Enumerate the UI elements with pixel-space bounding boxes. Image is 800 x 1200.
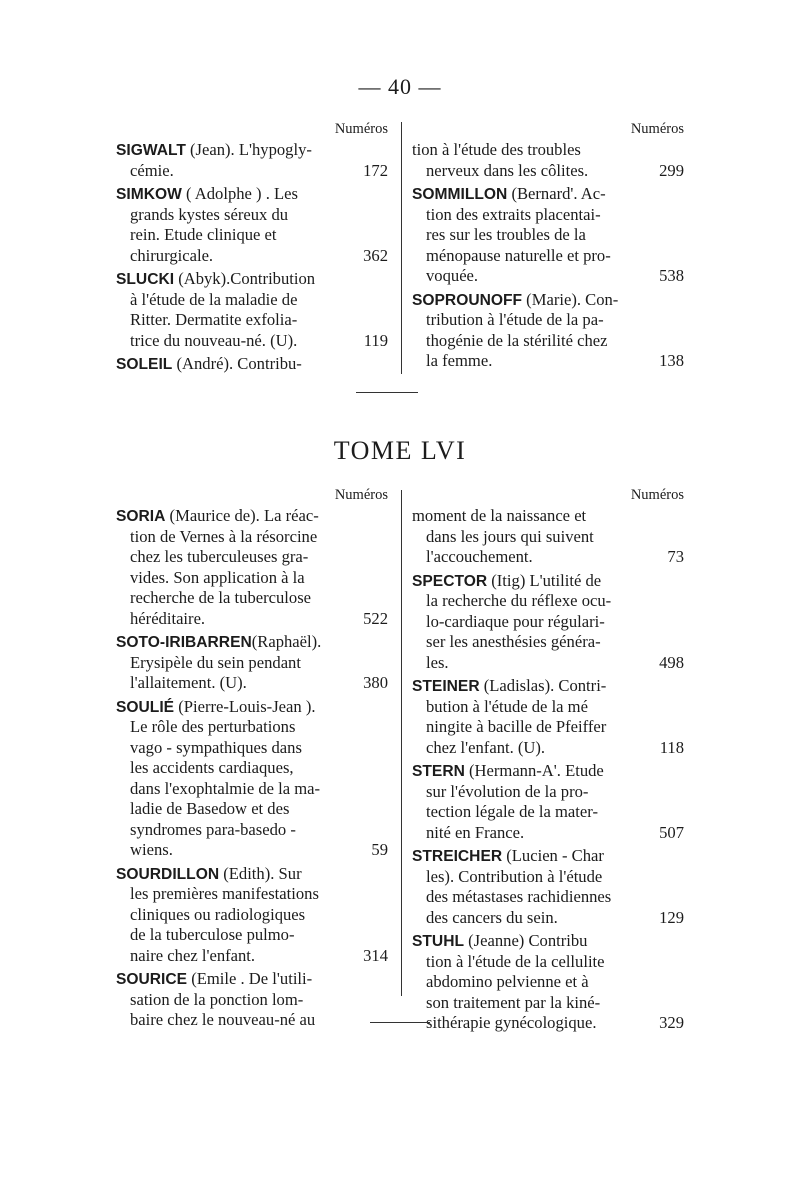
entry-line [116,609,388,630]
entry-text: (Marie). Con- [522,289,619,309]
entry-text: moment de la naissance et [412,506,587,525]
entry-line [412,653,684,674]
entry-text: (Lucien - Char [502,846,604,865]
entry-line [412,205,684,226]
entry-line [412,717,684,738]
index-entry [116,632,388,694]
entry-text: res sur les troubles de la [426,225,586,244]
entry-line [116,184,388,205]
entry-line [412,952,684,973]
entry-number: 73 [667,547,684,566]
entry-line [116,820,388,841]
index-entry [412,140,684,181]
entry-line [412,908,684,929]
entry-text: chez l'enfant. (U). [426,737,546,757]
entry-text: tion à l'étude des troubles [412,140,581,159]
entry-line [412,738,684,759]
entry-line [412,571,684,592]
entry-text: voquée. [426,266,479,285]
index-entry [116,506,388,629]
entry-line [412,782,684,803]
entry-line [116,925,388,946]
entry-line [116,205,388,226]
entry-text: l'allaitement. (U). [130,673,247,692]
entry-text: les accidents cardiaques, [130,758,294,777]
entry-line [412,246,684,267]
entry-line [116,779,388,800]
index-entry [412,846,684,928]
entry-text: à l'étude de la maladie de [130,289,298,309]
entry-text: des métastases rachidiennes [426,887,612,906]
author-surname: SOPROUNOFF [412,291,523,309]
entry-line [412,697,684,718]
index-entry [116,864,388,967]
entry-text: (Raphaël). [251,632,322,651]
index-entry [412,290,684,372]
entry-line [412,802,684,823]
entry-line [412,612,684,633]
entry-line [116,527,388,548]
entry-line [412,867,684,888]
entry-text: l'accouchement. [426,547,533,566]
entry-line [412,823,684,844]
entry-text: nité en France. [426,822,525,842]
index-entry [412,761,684,843]
entry-text: tion des extraits placentai- [426,204,601,224]
entry-text: ser les anesthésies généra- [426,632,601,651]
column-divider-bottom [401,490,402,996]
entry-text: sur l'évolution de la pro- [426,781,589,801]
entry-line [116,673,388,694]
index-entry [412,571,684,674]
index-entry [412,506,684,568]
entry-text: (Jean). L'hypogly- [185,140,312,159]
entry-line [116,225,388,246]
entry-text: (Hermann-A'. Etude [464,761,604,780]
entry-text: abdomino pelvienne et à [426,972,589,991]
column-header-numeros: Numéros [334,121,388,137]
entry-text: (Jeanne) Contribu [463,931,588,950]
index-column-bottom-left [116,484,388,1034]
author-surname: STUHL [412,933,464,950]
entry-text: chirurgicale. [130,245,214,265]
entry-number: 522 [363,608,388,628]
entry-line [116,568,388,589]
entry-number: 507 [659,822,684,842]
section-title: TOME LVI [333,436,467,465]
index-entry [116,969,388,1031]
index-entry [116,354,388,375]
author-surname: SLUCKI [116,271,175,288]
entry-text: (Emile . De l'utili- [187,969,313,988]
entry-line [116,697,388,718]
author-surname: STREICHER [412,848,503,865]
entry-text: tribution à l'étude de la pa- [426,310,604,329]
entry-text: (Abyk).Contribution [174,269,316,288]
entry-text: des cancers du sein. [426,907,558,927]
index-entry [412,931,684,1034]
entry-text: les). Contribution à l'étude [426,866,603,886]
entry-line [116,758,388,779]
entry-number: 538 [659,266,684,285]
entry-line [116,632,388,653]
entry-line [116,864,388,885]
entry-text: tection légale de la mater- [426,802,598,821]
entry-line [412,887,684,908]
author-surname: SOLEIL [116,356,173,373]
entry-text: héréditaire. [130,608,206,628]
entry-text: de la tuberculose pulmo- [130,925,295,944]
entry-line [116,717,388,738]
entry-line [116,946,388,967]
entry-line [116,905,388,926]
entry-number: 138 [659,351,684,370]
entry-line [116,1010,388,1031]
page-number: — 40 — [358,74,442,99]
entry-text: les. [426,652,449,672]
section-rule-top [356,392,418,393]
author-surname: SORIA [116,508,166,525]
entry-line [116,269,388,290]
author-surname: SOTO-IRIBARREN [116,634,252,651]
entry-line [412,161,684,182]
entry-text: dans l'exophtalmie de la ma- [130,778,321,798]
entry-line [116,840,388,861]
entry-text: (André). Contribu- [172,354,302,373]
entry-text: tion de Vernes à la résorcine [130,526,318,546]
entry-text: ladie de Basedow et des [130,799,290,818]
entry-line [412,931,684,952]
entry-line [412,527,684,548]
entry-line [116,738,388,759]
entry-line [412,547,684,568]
entry-text: sithérapie gynécologique. [426,1013,597,1032]
entry-line [412,632,684,653]
index-column-top-right [412,118,684,375]
entry-line [412,184,684,205]
entry-text: dans les jours qui suivent [426,526,594,546]
entry-line [412,846,684,867]
entry-line [412,331,684,352]
entry-text: (Ladislas). Contri- [479,676,607,695]
entry-line [412,140,684,161]
entry-text: (Pierre-Louis-Jean ). [174,696,316,716]
entry-text: ménopause naturelle et pro- [426,245,611,265]
index-entry [116,140,388,181]
entry-text: les premières manifestations [130,884,319,903]
author-surname: SPECTOR [412,572,488,590]
entry-text: trice du nouveau-né. (U). [130,330,298,350]
entry-text: (Edith). Sur [219,863,302,883]
entry-text: ( Adolphe ) . Les [181,184,298,203]
entry-number: 129 [659,907,684,927]
entry-line [412,506,684,527]
entry-number: 119 [363,330,388,350]
entry-line [116,161,388,182]
entry-line [116,354,388,375]
entry-line [412,310,684,331]
index-entry [412,676,684,758]
author-surname: SOURICE [116,971,188,988]
entry-text: son traitement par la kiné- [426,992,601,1012]
column-header-numeros: Numéros [630,121,684,137]
entry-text: naire chez l'enfant. [130,945,256,965]
entry-number: 329 [659,1013,684,1032]
author-surname: SOMMILLON [412,186,508,203]
entry-text: vides. Son application à la [130,567,305,587]
index-column-bottom-right [412,484,684,1037]
entry-text: (Bernard'. Ac- [507,184,606,203]
entry-line [116,990,388,1011]
author-surname: SOURDILLON [116,865,220,883]
index-entry [412,184,684,287]
column-header-numeros: Numéros [630,487,684,503]
index-column-top-left [116,118,388,378]
entry-text: bution à l'étude de la mé [426,696,588,716]
entry-line [116,799,388,820]
entry-line [412,225,684,246]
entry-number: 498 [659,652,684,672]
entry-number: 299 [659,160,684,180]
entry-text: (Maurice de). La réac- [165,506,319,525]
author-surname: STERN [412,763,465,780]
entry-line [116,140,388,161]
entry-text: (Itig) L'utilité de [487,570,602,590]
entry-text: chez les tuberculeuses gra- [130,547,309,566]
entry-line [412,676,684,697]
index-entry [116,184,388,266]
entry-line [412,993,684,1014]
entry-text: la recherche du réflexe ocu- [426,591,612,610]
entry-text: wiens. [130,840,173,859]
entry-line [116,547,388,568]
entry-text: Erysipèle du sein pendant [130,652,301,672]
entry-line [116,969,388,990]
entry-text: nerveux dans les côlites. [426,160,589,180]
entry-line [116,653,388,674]
entry-text: Ritter. Dermatite exfolia- [130,310,298,329]
index-entry [116,697,388,861]
entry-line [412,266,684,287]
entry-text: sation de la ponction lom- [130,989,304,1009]
entry-number: 59 [371,840,388,859]
entry-line [116,506,388,527]
entry-text: baire chez le nouveau-né au [130,1010,316,1029]
entry-number: 380 [363,673,388,692]
entry-text: la femme. [426,351,493,370]
entry-line [412,761,684,782]
entry-text: thogénie de la stérilité chez [426,330,608,350]
author-surname: SIGWALT [116,142,186,159]
entry-line [116,310,388,331]
entry-line [116,884,388,905]
entry-number: 118 [659,737,684,757]
entry-text: Le rôle des perturbations [130,717,296,736]
entry-line [116,331,388,352]
entry-text: cémie. [130,160,174,180]
entry-text: recherche de la tuberculose [130,588,312,607]
section-rule-bottom [370,1022,430,1023]
column-header-numeros: Numéros [334,487,388,503]
entry-text: lo-cardiaque pour régulari- [426,611,605,631]
entry-line [412,972,684,993]
index-entry [116,269,388,351]
entry-text: tion à l'étude de la cellulite [426,951,605,971]
entry-line [116,290,388,311]
entry-text: cliniques ou radiologiques [130,904,306,924]
entry-number: 172 [363,160,388,180]
entry-number: 314 [363,945,388,965]
entry-line [412,351,684,372]
entry-text: vago - sympathiques dans [130,737,302,757]
entry-text: grands kystes séreux du [130,204,289,224]
entry-line [412,1013,684,1034]
entry-line [116,588,388,609]
entry-text: syndromes para-basedo - [130,819,296,839]
entry-text: rein. Etude clinique et [130,225,277,244]
author-surname: STEINER [412,678,480,695]
entry-line [116,246,388,267]
entry-line [412,290,684,311]
column-divider-top [401,122,402,374]
author-surname: SIMKOW [116,186,182,203]
entry-number: 362 [363,245,388,265]
author-surname: SOULIÉ [116,698,175,716]
entry-line [412,591,684,612]
entry-text: ningite à bacille de Pfeiffer [426,717,607,736]
